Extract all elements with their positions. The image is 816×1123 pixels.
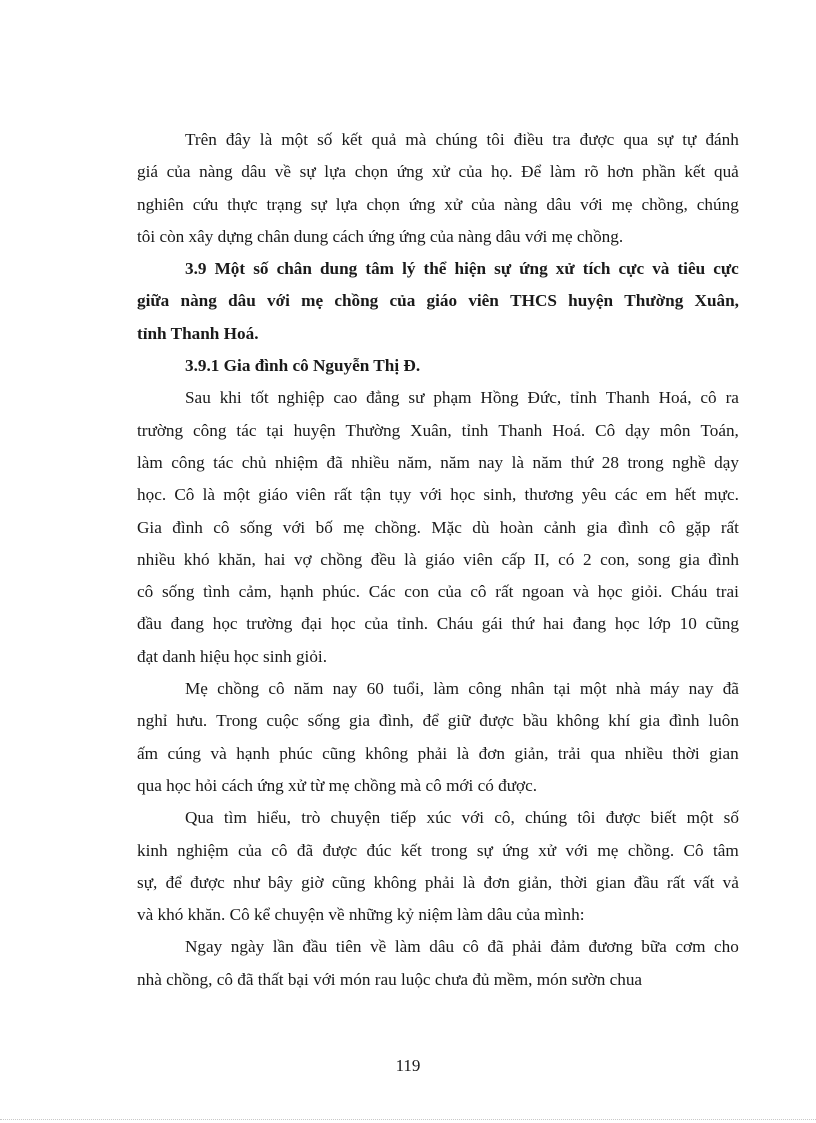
paragraph xyxy=(137,382,739,673)
text-line: nghiên cứu thực trạng sự lựa chọn ứng xử của nàng dâu với mẹ chồng, chúng xyxy=(137,194,739,214)
text-line: cô sống tình cảm, hạnh phúc. Các con của cô rất ngoan và học giỏi. Cháu trai xyxy=(137,582,739,602)
text-line: sự, để được như bây giờ cũng không phải là đơn giản, thời gian đầu rất vất vả xyxy=(137,872,739,892)
paragraph xyxy=(137,931,739,996)
text-line: giá của nàng dâu về sự lựa chọn ứng xử của họ. Để làm rõ hơn phần kết quả xyxy=(137,162,739,182)
section-heading xyxy=(137,253,739,350)
text-line: Sau khi tốt nghiệp cao đẳng sư phạm Hồng Đức, tỉnh Thanh Hoá, cô ra xyxy=(185,388,739,408)
text-line: tỉnh Thanh Hoá. xyxy=(137,323,259,343)
text-line: Mẹ chồng cô năm nay 60 tuổi, làm công nhân tại một nhà máy nay đã xyxy=(185,679,739,699)
text-line: Gia đình cô sống với bố mẹ chồng. Mặc dù hoàn cảnh gia đình cô gặp rất xyxy=(137,517,739,537)
text-line: học. Cô là một giáo viên rất tận tụy với học sinh, thương yêu các em hết mực. xyxy=(137,485,739,505)
text-line: 3.9 Một số chân dung tâm lý thể hiện sự ứng xử tích cực và tiêu cực xyxy=(185,259,739,279)
text-line: và khó khăn. Cô kể chuyện về những kỷ niệm làm dâu của mình: xyxy=(137,905,585,925)
text-line: nhiều khó khăn, hai vợ chồng đều là giáo viên cấp II, có 2 con, song gia đình xyxy=(137,549,739,569)
text-line: đầu đang học trường đại học của tỉnh. Cháu gái thứ hai đang học lớp 10 cũng xyxy=(137,614,739,634)
text-line: làm công tác chủ nhiệm đã nhiều năm, năm nay là năm thứ 28 trong nghề dạy xyxy=(137,452,739,472)
text-line: kinh nghiệm của cô đã được đúc kết trong sự ứng xử với mẹ chồng. Cô tâm xyxy=(137,840,739,860)
section-heading xyxy=(137,350,739,382)
text-line: qua học hỏi cách ứng xử từ mẹ chồng mà cô mới có được. xyxy=(137,775,538,795)
footer-divider xyxy=(0,1119,816,1120)
text-line: nghỉ hưu. Trong cuộc sống gia đình, để giữ được bầu không khí gia đình luôn xyxy=(137,711,739,731)
page-number: 119 xyxy=(395,1056,421,1075)
text-line: trường công tác tại huyện Thường Xuân, tỉnh Thanh Hoá. Cô dạy môn Toán, xyxy=(137,420,739,440)
paragraph xyxy=(137,802,739,931)
paragraph xyxy=(137,673,739,802)
text-line: nhà chồng, cô đã thất bại với món rau luộc chưa đủ mềm, món sườn chua xyxy=(137,969,643,989)
paragraph xyxy=(137,124,739,253)
text-line: Ngay ngày lần đầu tiên về làm dâu cô đã phải đảm đương bữa cơm cho xyxy=(185,937,739,957)
text-line: ấm cúng và hạnh phúc cũng không phải là đơn giản, trải qua nhiều thời gian xyxy=(137,743,739,763)
text-line: đạt danh hiệu học sinh giỏi. xyxy=(137,646,327,666)
text-line: giữa nàng dâu với mẹ chồng của giáo viên THCS huyện Thường Xuân, xyxy=(137,291,739,311)
document-body xyxy=(137,124,739,996)
text-line: Trên đây là một số kết quả mà chúng tôi điều tra được qua sự tự đánh xyxy=(185,130,739,149)
text-line: tôi còn xây dựng chân dung cách ứng ứng của nàng dâu với mẹ chồng. xyxy=(137,226,624,246)
text-line: Qua tìm hiểu, trò chuyện tiếp xúc với cô, chúng tôi được biết một số xyxy=(185,808,739,828)
text-line: 3.9.1 Gia đình cô Nguyễn Thị Đ. xyxy=(185,356,421,376)
